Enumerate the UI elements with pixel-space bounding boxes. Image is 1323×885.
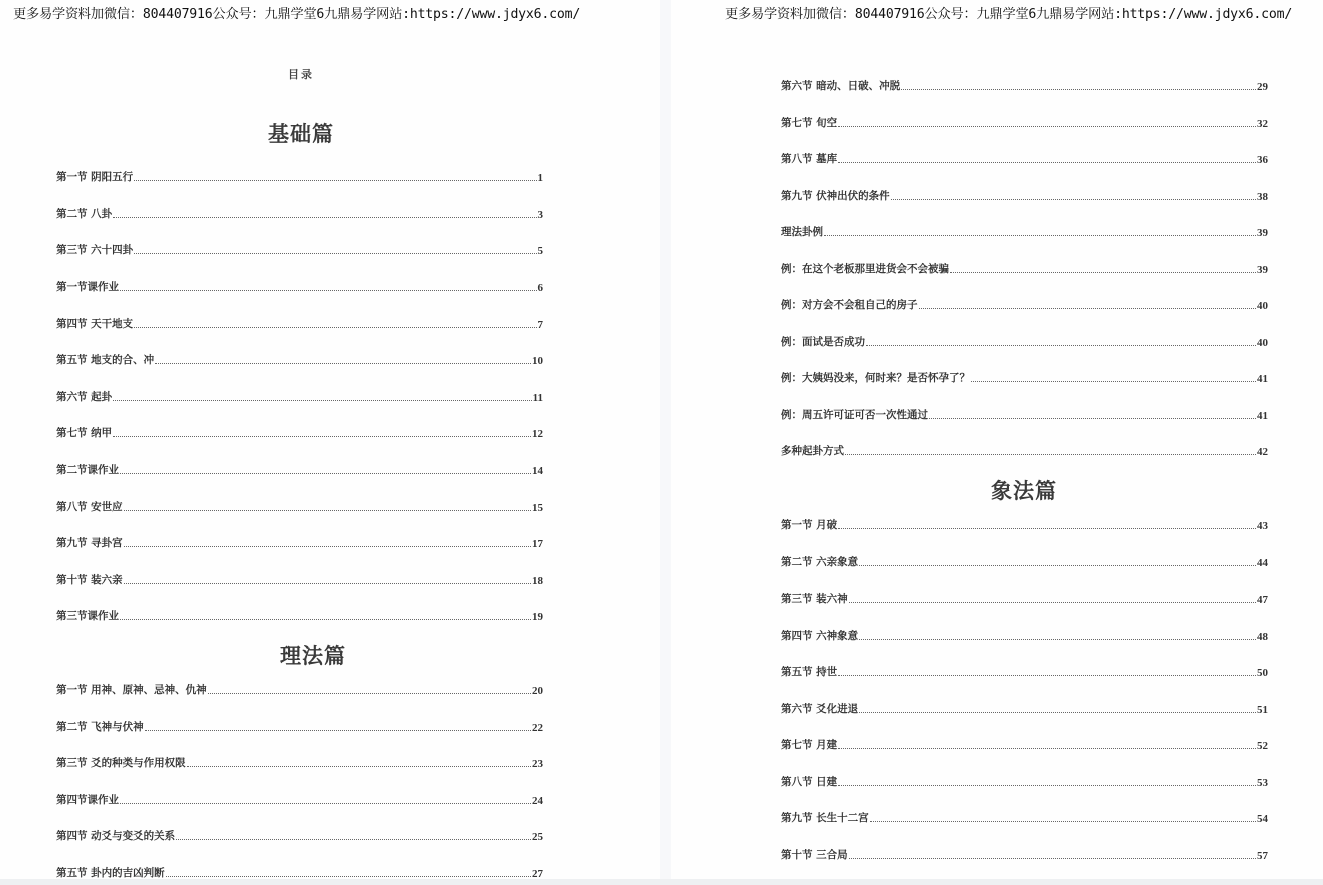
toc-entry-label: 第三节 爻的种类与作用权限	[56, 757, 186, 769]
dot-leader	[845, 454, 1256, 455]
dot-leader	[866, 345, 1256, 346]
dot-leader	[971, 381, 1256, 382]
toc-entry-page: 48	[1257, 631, 1268, 643]
toc-entry-label: 第四节 六神象意	[781, 630, 859, 642]
toc-entry-page: 10	[532, 355, 543, 367]
dot-leader	[134, 180, 536, 181]
dot-leader	[859, 639, 1256, 640]
toc-entry-page: 41	[1257, 373, 1268, 385]
toc-entry-label: 第一节 用神、原神、忌神、仇神	[56, 684, 207, 696]
toc-entry-label: 第八节 墓库	[781, 153, 838, 165]
toc-entry-page: 42	[1257, 446, 1268, 458]
dot-leader	[120, 803, 531, 804]
toc-entry[interactable]	[56, 791, 543, 807]
toc-entry[interactable]	[56, 498, 543, 514]
toc-entry-page: 52	[1257, 740, 1268, 752]
dot-leader	[134, 253, 536, 254]
toc-entry[interactable]	[56, 351, 543, 367]
toc-entry[interactable]	[781, 736, 1268, 752]
page-left	[0, 0, 660, 879]
toc-entry-label: 第四节 天干地支	[56, 318, 134, 330]
toc-entry-page: 14	[532, 465, 543, 477]
toc-entry-label: 第二节 八卦	[56, 208, 113, 220]
toc-entry[interactable]	[56, 534, 543, 550]
dot-leader	[113, 436, 531, 437]
toc-entry-page: 7	[537, 319, 543, 331]
dot-leader	[838, 528, 1256, 529]
dot-leader	[838, 748, 1256, 749]
toc-entry[interactable]	[781, 223, 1268, 239]
toc-entry-label: 第三节 六十四卦	[56, 244, 134, 256]
toc-entry-page: 50	[1257, 667, 1268, 679]
toc-entry[interactable]	[781, 406, 1268, 422]
toc-entry[interactable]	[781, 187, 1268, 203]
dot-leader	[838, 162, 1256, 163]
toc-entry-page: 3	[537, 209, 543, 221]
toc-entry-label: 第五节 地支的合、冲	[56, 354, 155, 366]
toc-entry[interactable]	[56, 827, 543, 843]
toc-entry-label: 第四节 动爻与变爻的关系	[56, 830, 176, 842]
dot-leader	[155, 363, 531, 364]
toc-entry-label: 例：周五许可证可否一次性通过	[781, 409, 928, 421]
toc-entry-label: 第四节课作业	[56, 794, 119, 806]
dot-leader	[124, 546, 531, 547]
viewer-bottom-bar	[0, 879, 1323, 885]
toc-entry-page: 57	[1257, 850, 1268, 862]
toc-entry-page: 25	[532, 831, 543, 843]
toc-entry-page: 47	[1257, 594, 1268, 606]
toc-entry[interactable]	[781, 114, 1268, 130]
dot-leader	[838, 126, 1256, 127]
page-right	[671, 0, 1323, 879]
toc-entry-page: 17	[532, 538, 543, 550]
toc-entry-label: 第七节 纳甲	[56, 427, 113, 439]
toc-entry[interactable]	[56, 681, 543, 697]
toc-entry[interactable]	[781, 553, 1268, 569]
toc-entry[interactable]	[56, 278, 543, 294]
toc-entry-page: 29	[1257, 81, 1268, 93]
toc-entry-page: 38	[1257, 191, 1268, 203]
dot-leader	[113, 400, 531, 401]
toc-entry-label: 第九节 寻卦宫	[56, 537, 123, 549]
toc-entry-page: 51	[1257, 704, 1268, 716]
toc-entry-label: 第三节 装六神	[781, 593, 848, 605]
toc-entry-page: 32	[1257, 118, 1268, 130]
toc-entry-label: 第二节 飞神与伏神	[56, 721, 144, 733]
toc-entry[interactable]	[56, 168, 543, 184]
toc-entry-label: 第二节 六亲象意	[781, 556, 859, 568]
toc-entry-page: 43	[1257, 520, 1268, 532]
toc-entry[interactable]	[781, 260, 1268, 276]
dot-leader	[120, 473, 531, 474]
toc-entry-page: 5	[537, 245, 543, 257]
dot-leader	[824, 235, 1256, 236]
toc-entry-label: 第二节课作业	[56, 464, 119, 476]
toc-entry[interactable]	[781, 700, 1268, 716]
toc-entry-page: 54	[1257, 813, 1268, 825]
toc-entry-page: 53	[1257, 777, 1268, 789]
dot-leader	[120, 290, 537, 291]
dot-leader	[120, 619, 531, 620]
dot-leader	[870, 821, 1256, 822]
toc-entry-page: 36	[1257, 154, 1268, 166]
toc-entry[interactable]	[56, 205, 543, 221]
dot-leader	[849, 602, 1256, 603]
toc-entry[interactable]	[781, 663, 1268, 679]
dot-leader	[113, 217, 536, 218]
dot-leader	[838, 675, 1256, 676]
toc-entry-page: 44	[1257, 557, 1268, 569]
dot-leader	[166, 876, 531, 877]
toc-entry-page: 41	[1257, 410, 1268, 422]
toc-entry[interactable]	[781, 627, 1268, 643]
toc-entry-label: 例：面试是否成功	[781, 336, 865, 348]
toc-entry-page: 39	[1257, 227, 1268, 239]
toc-entry-page: 20	[532, 685, 543, 697]
toc-entry[interactable]	[781, 846, 1268, 862]
toc-entry-label: 理法卦例	[781, 226, 823, 238]
toc-entry-label: 第八节 安世应	[56, 501, 123, 513]
toc-entry[interactable]	[781, 773, 1268, 789]
toc-entry[interactable]	[781, 77, 1268, 93]
toc-entry-label: 第七节 月建	[781, 739, 838, 751]
dot-leader	[208, 693, 531, 694]
dot-leader	[124, 510, 531, 511]
toc-entry[interactable]	[56, 571, 543, 587]
toc-entry-label: 多种起卦方式	[781, 445, 844, 457]
toc-entry-page: 27	[532, 868, 543, 879]
dot-leader	[859, 565, 1256, 566]
toc-entry-label: 第五节 卦内的吉凶判断	[56, 867, 165, 879]
watermark-header: 更多易学资料加微信：804407916公众号：九鼎学堂6九鼎易学网站:https://www.jdyx6.com/	[725, 7, 1293, 22]
toc-entry-label: 第三节课作业	[56, 610, 119, 622]
dot-leader	[145, 730, 531, 731]
dot-leader	[187, 766, 531, 767]
toc-entry-label: 第五节 持世	[781, 666, 838, 678]
part-heading-principles: 理法篇	[280, 644, 346, 668]
toc-entry-label: 第六节 起卦	[56, 391, 113, 403]
toc-entry-label: 第七节 旬空	[781, 117, 838, 129]
toc-entry-label: 第八节 日建	[781, 776, 838, 788]
toc-entry-page: 40	[1257, 337, 1268, 349]
toc-entry-page: 11	[532, 392, 543, 404]
toc-entry-label: 第九节 长生十二宫	[781, 812, 869, 824]
toc-entry-label: 第十节 三合局	[781, 849, 848, 861]
dot-leader	[124, 583, 531, 584]
dot-leader	[929, 418, 1256, 419]
toc-entry-page: 12	[532, 428, 543, 440]
watermark-header: 更多易学资料加微信：804407916公众号：九鼎学堂6九鼎易学网站:https://www.jdyx6.com/	[13, 7, 581, 22]
toc-entry[interactable]	[56, 315, 543, 331]
part-heading-imagery: 象法篇	[991, 479, 1057, 503]
toc-entry[interactable]	[781, 590, 1268, 606]
toc-entry[interactable]	[781, 333, 1268, 349]
toc-entry-page: 24	[532, 795, 543, 807]
toc-entry-page: 40	[1257, 300, 1268, 312]
toc-entry[interactable]	[56, 461, 543, 477]
dot-leader	[950, 272, 1256, 273]
dot-leader	[919, 308, 1257, 309]
toc-entry-page: 23	[532, 758, 543, 770]
toc-entry-label: 第一节 阴阳五行	[56, 171, 134, 183]
dot-leader	[901, 89, 1256, 90]
toc-entry[interactable]	[781, 516, 1268, 532]
toc-entry[interactable]	[781, 369, 1268, 385]
dot-leader	[134, 327, 536, 328]
toc-entry[interactable]	[56, 864, 543, 879]
toc-entry-label: 第一节课作业	[56, 281, 119, 293]
toc-entry-page: 39	[1257, 264, 1268, 276]
toc-entry[interactable]	[56, 754, 543, 770]
toc-entry-label: 第六节 爻化进退	[781, 703, 859, 715]
dot-leader	[859, 712, 1256, 713]
toc-entry[interactable]	[56, 241, 543, 257]
toc-entry[interactable]	[781, 150, 1268, 166]
toc-entry-label: 第一节 月破	[781, 519, 838, 531]
dot-leader	[891, 199, 1256, 200]
toc-entry-label: 第九节 伏神出伏的条件	[781, 190, 890, 202]
toc-entry[interactable]	[56, 424, 543, 440]
toc-entry-page: 19	[532, 611, 543, 623]
part-heading-basics: 基础篇	[268, 122, 334, 146]
dot-leader	[838, 785, 1256, 786]
toc-entry-page: 1	[537, 172, 543, 184]
dot-leader	[849, 858, 1256, 859]
toc-entry-page: 22	[532, 722, 543, 734]
toc-entry[interactable]	[781, 442, 1268, 458]
dot-leader	[176, 839, 531, 840]
toc-entry-label: 例：对方会不会租自己的房子	[781, 299, 918, 311]
toc-entry-label: 第十节 装六亲	[56, 574, 123, 586]
toc-entry[interactable]	[56, 388, 543, 404]
toc-entry[interactable]	[56, 718, 543, 734]
toc-entry[interactable]	[56, 607, 543, 623]
toc-entry-page: 15	[532, 502, 543, 514]
toc-entry[interactable]	[781, 809, 1268, 825]
toc-entry[interactable]	[781, 296, 1268, 312]
toc-entry-page: 6	[537, 282, 543, 294]
toc-title: 目录	[288, 68, 314, 81]
toc-entry-label: 例：在这个老板那里进货会不会被骗	[781, 263, 949, 275]
toc-entry-page: 18	[532, 575, 543, 587]
toc-entry-label: 第六节 暗动、日破、冲脱	[781, 80, 901, 92]
toc-entry-label: 例：大姨妈没来，何时来？是否怀孕了？	[781, 372, 970, 384]
